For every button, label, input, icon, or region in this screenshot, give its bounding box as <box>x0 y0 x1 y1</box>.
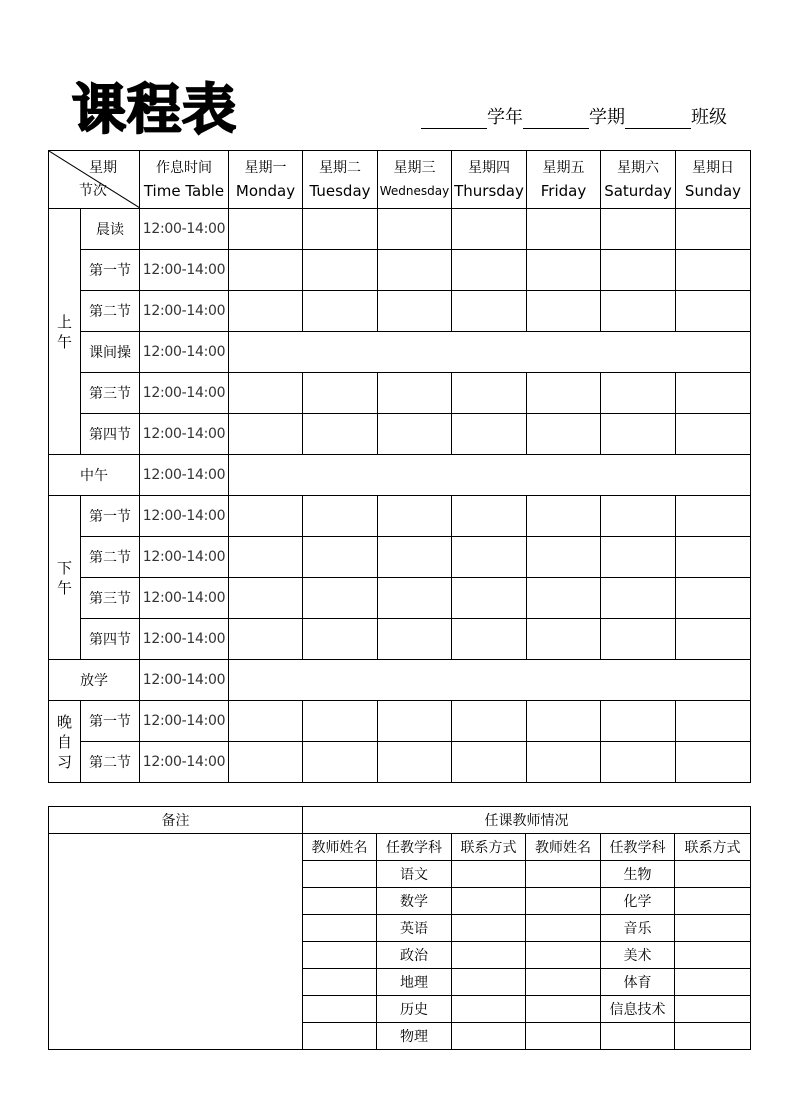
teacher-name-cell[interactable] <box>526 969 601 996</box>
day-header-sat <box>601 151 676 209</box>
subject-cell: 政治 <box>377 942 452 969</box>
schedule-cell[interactable] <box>378 209 452 250</box>
remarks-cell[interactable] <box>49 834 303 1050</box>
teacher-name-cell[interactable] <box>303 861 377 888</box>
contact-cell[interactable] <box>452 915 526 942</box>
period-time: 12:00-14:00 <box>140 250 229 291</box>
table-row <box>49 373 751 414</box>
schedule-cell[interactable] <box>378 250 452 291</box>
contact-cell[interactable] <box>452 996 526 1023</box>
period-time: 12:00-14:00 <box>140 701 229 742</box>
schedule-cell[interactable] <box>452 496 527 537</box>
schedule-cell[interactable] <box>601 291 676 332</box>
teacher-name-cell[interactable] <box>303 915 377 942</box>
time-header-en: Time Table <box>143 181 225 200</box>
contact-cell[interactable] <box>452 1023 526 1050</box>
corner-period-label: 节次 <box>79 183 107 199</box>
schedule-cell[interactable] <box>601 496 676 537</box>
day-en: Tuesday <box>309 181 371 200</box>
teachers-column-row <box>49 834 751 861</box>
schedule-cell[interactable] <box>378 701 452 742</box>
dismiss-label: 放学 <box>49 660 140 701</box>
schedule-cell[interactable] <box>527 250 601 291</box>
day-cn: 星期三 <box>393 159 436 176</box>
schedule-cell[interactable] <box>229 578 303 619</box>
table-row <box>49 742 751 783</box>
day-header-mon <box>229 151 303 209</box>
schedule-cell[interactable] <box>527 619 601 660</box>
subject-cell: 体育 <box>601 969 675 996</box>
noon-merged-cell[interactable] <box>229 455 751 496</box>
schedule-cell[interactable] <box>676 619 751 660</box>
period-label: 第一节 <box>81 701 140 742</box>
schedule-cell[interactable] <box>303 209 378 250</box>
period-time: 12:00-14:00 <box>140 578 229 619</box>
day-header-fri <box>527 151 601 209</box>
table-row <box>49 332 751 373</box>
corner-cell <box>49 151 140 209</box>
schedule-cell[interactable] <box>601 701 676 742</box>
remarks-header: 备注 <box>49 807 303 834</box>
schedule-cell[interactable] <box>452 209 527 250</box>
period-label: 第三节 <box>81 578 140 619</box>
period-time: 12:00-14:00 <box>140 414 229 455</box>
schedule-cell[interactable] <box>527 373 601 414</box>
teacher-name-cell[interactable] <box>526 915 601 942</box>
teacher-name-cell[interactable] <box>526 996 601 1023</box>
schedule-cell[interactable] <box>601 578 676 619</box>
year-blank[interactable] <box>421 106 487 129</box>
table-row <box>49 455 751 496</box>
period-time: 12:00-14:00 <box>140 660 229 701</box>
schedule-cell[interactable] <box>676 578 751 619</box>
time-header-cn: 作息时间 <box>156 159 212 176</box>
schedule-cell[interactable] <box>452 373 527 414</box>
subject-cell: 信息技术 <box>601 996 675 1023</box>
schedule-cell[interactable] <box>676 701 751 742</box>
day-cn: 星期二 <box>319 159 361 176</box>
schedule-cell[interactable] <box>378 496 452 537</box>
subject-cell: 语文 <box>377 861 452 888</box>
table-row <box>49 414 751 455</box>
table-row <box>49 209 751 250</box>
day-header-tue <box>303 151 378 209</box>
period-label: 晨读 <box>81 209 140 250</box>
schedule-cell[interactable] <box>601 414 676 455</box>
notes-header-row <box>49 807 751 834</box>
schedule-cell[interactable] <box>676 742 751 783</box>
period-label: 第二节 <box>81 291 140 332</box>
teacher-name-cell[interactable] <box>526 942 601 969</box>
day-en: Monday <box>235 181 296 200</box>
teacher-name-cell[interactable] <box>526 1023 601 1050</box>
subject-cell: 地理 <box>377 969 452 996</box>
schedule-cell[interactable] <box>303 742 378 783</box>
schedule-cell[interactable] <box>527 578 601 619</box>
schedule-cell[interactable] <box>527 537 601 578</box>
subject-cell: 音乐 <box>601 915 675 942</box>
schedule-cell[interactable] <box>452 578 527 619</box>
period-label: 第一节 <box>81 496 140 537</box>
contact-cell[interactable] <box>675 942 751 969</box>
schedule-cell[interactable] <box>303 414 378 455</box>
table-row <box>49 578 751 619</box>
schedule-cell[interactable] <box>527 701 601 742</box>
schedule-cell[interactable] <box>378 414 452 455</box>
period-time: 12:00-14:00 <box>140 455 229 496</box>
contact-cell[interactable] <box>452 888 526 915</box>
table-row <box>49 619 751 660</box>
schedule-cell[interactable] <box>378 291 452 332</box>
class-label: 班级 <box>691 107 727 128</box>
contact-cell[interactable] <box>675 969 751 996</box>
contact-cell[interactable] <box>675 915 751 942</box>
noon-label: 中午 <box>49 455 140 496</box>
schedule-cell[interactable] <box>601 537 676 578</box>
time-header <box>140 151 229 209</box>
term-label: 学期 <box>589 107 625 128</box>
subject-cell: 生物 <box>601 861 675 888</box>
period-label: 第四节 <box>81 619 140 660</box>
schedule-cell[interactable] <box>452 742 527 783</box>
schedule-cell[interactable] <box>527 496 601 537</box>
schedule-cell[interactable] <box>452 619 527 660</box>
period-label: 第三节 <box>81 373 140 414</box>
afternoon-group-label: 下午 <box>49 496 81 660</box>
schedule-cell[interactable] <box>229 373 303 414</box>
schedule-cell[interactable] <box>303 496 378 537</box>
schedule-table <box>48 150 751 783</box>
morning-group-label: 上午 <box>49 209 81 455</box>
period-label: 第四节 <box>81 414 140 455</box>
schedule-cell[interactable] <box>452 414 527 455</box>
schedule-cell[interactable] <box>601 619 676 660</box>
period-time: 12:00-14:00 <box>140 291 229 332</box>
contact-cell[interactable] <box>452 861 526 888</box>
day-en: Sunday <box>684 181 742 200</box>
schedule-cell[interactable] <box>527 209 601 250</box>
schedule-cell[interactable] <box>601 250 676 291</box>
contact-cell[interactable] <box>675 996 751 1023</box>
period-time: 12:00-14:00 <box>140 209 229 250</box>
schedule-cell[interactable] <box>527 742 601 783</box>
day-header-wed <box>378 151 452 209</box>
schedule-cell[interactable] <box>303 578 378 619</box>
corner-weekday-label: 星期 <box>89 160 117 176</box>
period-label: 第二节 <box>81 537 140 578</box>
schedule-cell[interactable] <box>229 414 303 455</box>
subject-cell: 英语 <box>377 915 452 942</box>
schedule-cell[interactable] <box>452 250 527 291</box>
schedule-cell[interactable] <box>676 291 751 332</box>
day-en: Wednesday <box>379 183 450 198</box>
schedule-cell[interactable] <box>527 291 601 332</box>
contact-cell[interactable] <box>452 942 526 969</box>
class-blank[interactable] <box>625 106 691 129</box>
column-header: 联系方式 <box>675 834 751 861</box>
teacher-name-cell[interactable] <box>303 996 377 1023</box>
column-header: 教师姓名 <box>526 834 601 861</box>
period-time: 12:00-14:00 <box>140 332 229 373</box>
subject-cell: 历史 <box>377 996 452 1023</box>
period-label: 课间操 <box>81 332 140 373</box>
period-time: 12:00-14:00 <box>140 619 229 660</box>
schedule-cell[interactable] <box>378 619 452 660</box>
day-cn: 星期四 <box>468 159 510 176</box>
table-row <box>49 291 751 332</box>
contact-cell[interactable] <box>675 861 751 888</box>
subject-cell: 化学 <box>601 888 675 915</box>
day-cn: 星期一 <box>244 159 287 176</box>
header-row <box>49 151 751 209</box>
day-en: Friday <box>540 181 587 200</box>
schedule-cell[interactable] <box>676 373 751 414</box>
schedule-cell[interactable] <box>229 701 303 742</box>
schedule-cell[interactable] <box>303 619 378 660</box>
year-label: 学年 <box>487 107 523 128</box>
schedule-cell[interactable] <box>452 291 527 332</box>
teacher-name-cell[interactable] <box>303 942 377 969</box>
schedule-cell[interactable] <box>229 291 303 332</box>
table-row <box>49 250 751 291</box>
contact-cell[interactable] <box>675 1023 751 1050</box>
schedule-cell[interactable] <box>229 742 303 783</box>
period-time: 12:00-14:00 <box>140 742 229 783</box>
schedule-cell[interactable] <box>601 742 676 783</box>
schedule-cell[interactable] <box>378 742 452 783</box>
table-row <box>49 660 751 701</box>
teacher-name-cell[interactable] <box>526 888 601 915</box>
schedule-cell[interactable] <box>378 578 452 619</box>
column-header: 教师姓名 <box>303 834 377 861</box>
table-row <box>49 701 751 742</box>
teacher-name-cell[interactable] <box>303 888 377 915</box>
schedule-cell[interactable] <box>676 250 751 291</box>
schedule-cell[interactable] <box>452 537 527 578</box>
schedule-cell[interactable] <box>601 373 676 414</box>
table-row <box>49 496 751 537</box>
column-header: 任教学科 <box>377 834 452 861</box>
schedule-cell[interactable] <box>676 414 751 455</box>
contact-cell[interactable] <box>675 888 751 915</box>
subject-cell: 数学 <box>377 888 452 915</box>
column-header: 任教学科 <box>601 834 675 861</box>
schedule-cell[interactable] <box>229 496 303 537</box>
contact-cell[interactable] <box>452 969 526 996</box>
schedule-cell[interactable] <box>452 701 527 742</box>
class-info-line <box>421 103 727 129</box>
column-header: 联系方式 <box>452 834 526 861</box>
schedule-cell[interactable] <box>527 414 601 455</box>
period-time: 12:00-14:00 <box>140 537 229 578</box>
subject-cell: 美术 <box>601 942 675 969</box>
schedule-cell[interactable] <box>676 209 751 250</box>
teachers-header: 任课教师情况 <box>303 807 751 834</box>
teacher-name-cell[interactable] <box>303 969 377 996</box>
schedule-cell[interactable] <box>378 373 452 414</box>
notes-teachers-table <box>48 806 751 1050</box>
subject-cell: 物理 <box>377 1023 452 1050</box>
schedule-cell[interactable] <box>676 537 751 578</box>
dismiss-merged-cell[interactable] <box>229 660 751 701</box>
day-cn: 星期六 <box>617 159 659 176</box>
day-cn: 星期五 <box>542 159 585 176</box>
schedule-cell[interactable] <box>378 537 452 578</box>
teacher-name-cell[interactable] <box>526 861 601 888</box>
schedule-cell[interactable] <box>303 537 378 578</box>
schedule-cell[interactable] <box>229 209 303 250</box>
break-merged-cell[interactable] <box>229 332 751 373</box>
schedule-cell[interactable] <box>303 701 378 742</box>
evening-group-label: 晚自习 <box>49 701 81 783</box>
day-en: Saturday <box>604 181 672 200</box>
day-cn: 星期日 <box>692 159 734 176</box>
term-blank[interactable] <box>523 106 589 129</box>
period-label: 第二节 <box>81 742 140 783</box>
table-row <box>49 537 751 578</box>
day-en: Thursday <box>454 181 524 200</box>
day-header-sun <box>676 151 751 209</box>
schedule-cell[interactable] <box>303 250 378 291</box>
schedule-cell[interactable] <box>601 209 676 250</box>
period-time: 12:00-14:00 <box>140 373 229 414</box>
schedule-cell[interactable] <box>229 537 303 578</box>
period-time: 12:00-14:00 <box>140 496 229 537</box>
teacher-name-cell[interactable] <box>303 1023 377 1050</box>
period-label: 第一节 <box>81 250 140 291</box>
day-header-thu <box>452 151 527 209</box>
subject-cell <box>601 1023 675 1050</box>
page-title: 课程表 <box>72 78 237 141</box>
schedule-cell[interactable] <box>229 250 303 291</box>
schedule-cell[interactable] <box>303 373 378 414</box>
schedule-cell[interactable] <box>676 496 751 537</box>
schedule-cell[interactable] <box>303 291 378 332</box>
schedule-cell[interactable] <box>229 619 303 660</box>
